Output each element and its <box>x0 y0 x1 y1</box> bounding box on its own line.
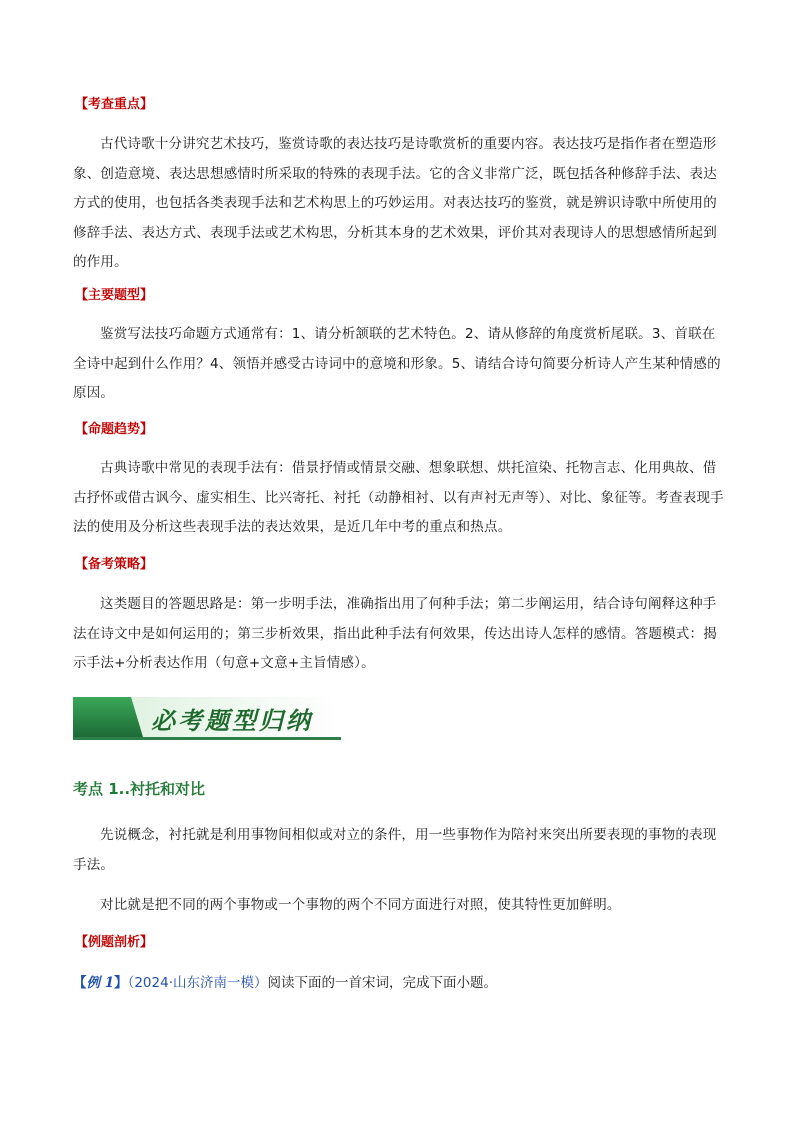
example-tag: 【例 1】 <box>73 975 128 991</box>
example-source: （2024·山东济南一模） <box>127 975 268 991</box>
banner-underline <box>73 737 341 740</box>
section-body-focus: 古代诗歌十分讲究艺术技巧，鉴赏诗歌的表达技巧是诗歌赏析的重要内容。表达技巧是指作者在塑造形象、创造意境、表达思想感情时所采取的特殊的表现手法。它的含义非常广泛，既包括各种修辞手法、表达方式的使用，也包括各类表现手法和艺术构思上的巧妙运用。对表达技巧的鉴赏，就是辨识诗歌中所使用的修辞手法、表达方式、表现手法或艺术构思，分析其本身的艺术效果，评价其对表现诗人的思想感情所起到的作用。 <box>73 136 717 270</box>
keypoint-paragraph-1: 先说概念，衬托就是利用事物间相似或对立的条件，用一些事物作为陪衬来突出所要表现的事物的表现手法。 <box>73 827 717 873</box>
section-body-trend: 古典诗歌中常见的表现手法有：借景抒情或情景交融、想象联想、烘托渲染、托物言志、化用典故、借古抒怀或借古讽今、虚实相生、比兴寄托、衬托（动静相衬、以有声衬无声等）、对比、象征等。考查表现手法的使用及分析这些表现手法的表达效果，是近几年中考的重点和热点。 <box>73 460 724 535</box>
section-body-types: 鉴赏写法技巧命题方式通常有：1、请分析颔联的艺术特色。2、请从修辞的角度赏析尾联。3、首联在全诗中起到什么作用？4、领悟并感受古诗词中的意境和形象。5、请结合诗句简要分析诗人产生某种情感的原因。 <box>73 326 721 401</box>
example-line <box>73 973 497 993</box>
example-text: 阅读下面的一首宋词，完成下面小题。 <box>267 975 497 991</box>
section-title-trend: 【命题趋势】 <box>75 422 154 437</box>
banner-title: 必考题型归纳 <box>151 706 313 735</box>
section-title-analysis: 【例题剖析】 <box>75 935 154 950</box>
section-title-types: 【主要题型】 <box>75 288 154 303</box>
section-body-strategy: 这类题目的答题思路是：第一步明手法，准确指出用了何种手法；第二步阐运用，结合诗句阐释这种手法在诗文中是如何运用的；第三步析效果，指出此种手法有何效果，传达出诗人怎样的感情。答题模式：揭示手法+分析表达作用（句意+文意+主旨情感）。 <box>73 596 717 671</box>
section-title-focus: 【考查重点】 <box>75 97 154 112</box>
section-title-strategy: 【备考策略】 <box>75 557 154 572</box>
keypoint-paragraph-2: 对比就是把不同的两个事物或一个事物的两个不同方面进行对照，使其特性更加鲜明。 <box>100 897 621 913</box>
section-banner <box>73 697 341 743</box>
keypoint-title: 考点 1..衬托和对比 <box>73 780 206 798</box>
